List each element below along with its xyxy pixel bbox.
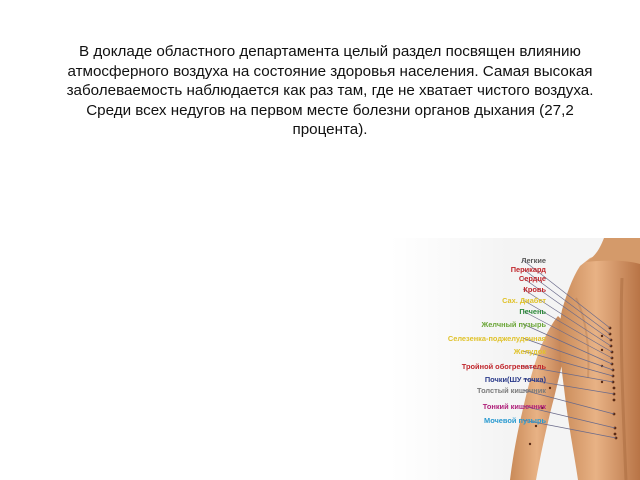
- organ-label: Печень: [519, 307, 546, 316]
- organ-label: Желудок: [513, 347, 546, 356]
- acupuncture-back-figure: [390, 238, 640, 480]
- body-paragraph: В докладе областного департамента целый раздел посвящен влиянию атмосферного воздуха на состояние здоровья населения. Самая высокая заболеваемость наблюдается как раз там, где не хватает чистого воздуха. Среди всех недугов на первом месте болезни органов дыхания (27,2 процента).: [66, 43, 594, 139]
- organ-label: Легкие: [521, 256, 546, 265]
- organ-label: Почки(ШУ точка): [484, 375, 546, 384]
- organ-label: Тройной обогреватель: [461, 362, 546, 371]
- organ-labels: [390, 238, 640, 480]
- organ-label: Толстый кишечник: [477, 386, 546, 395]
- organ-label: Мочевой пузырь: [484, 416, 546, 425]
- organ-label: Кровь: [523, 285, 546, 294]
- organ-label: Желчный пузырь: [481, 320, 546, 329]
- organ-label: Селезенка-поджелудочная: [447, 334, 546, 343]
- organ-label: Сах. Диабет: [502, 296, 546, 305]
- organ-label: Тонкий кишечник: [482, 402, 546, 411]
- organ-label: Сердце: [518, 274, 546, 283]
- organ-label: Перикард: [510, 265, 546, 274]
